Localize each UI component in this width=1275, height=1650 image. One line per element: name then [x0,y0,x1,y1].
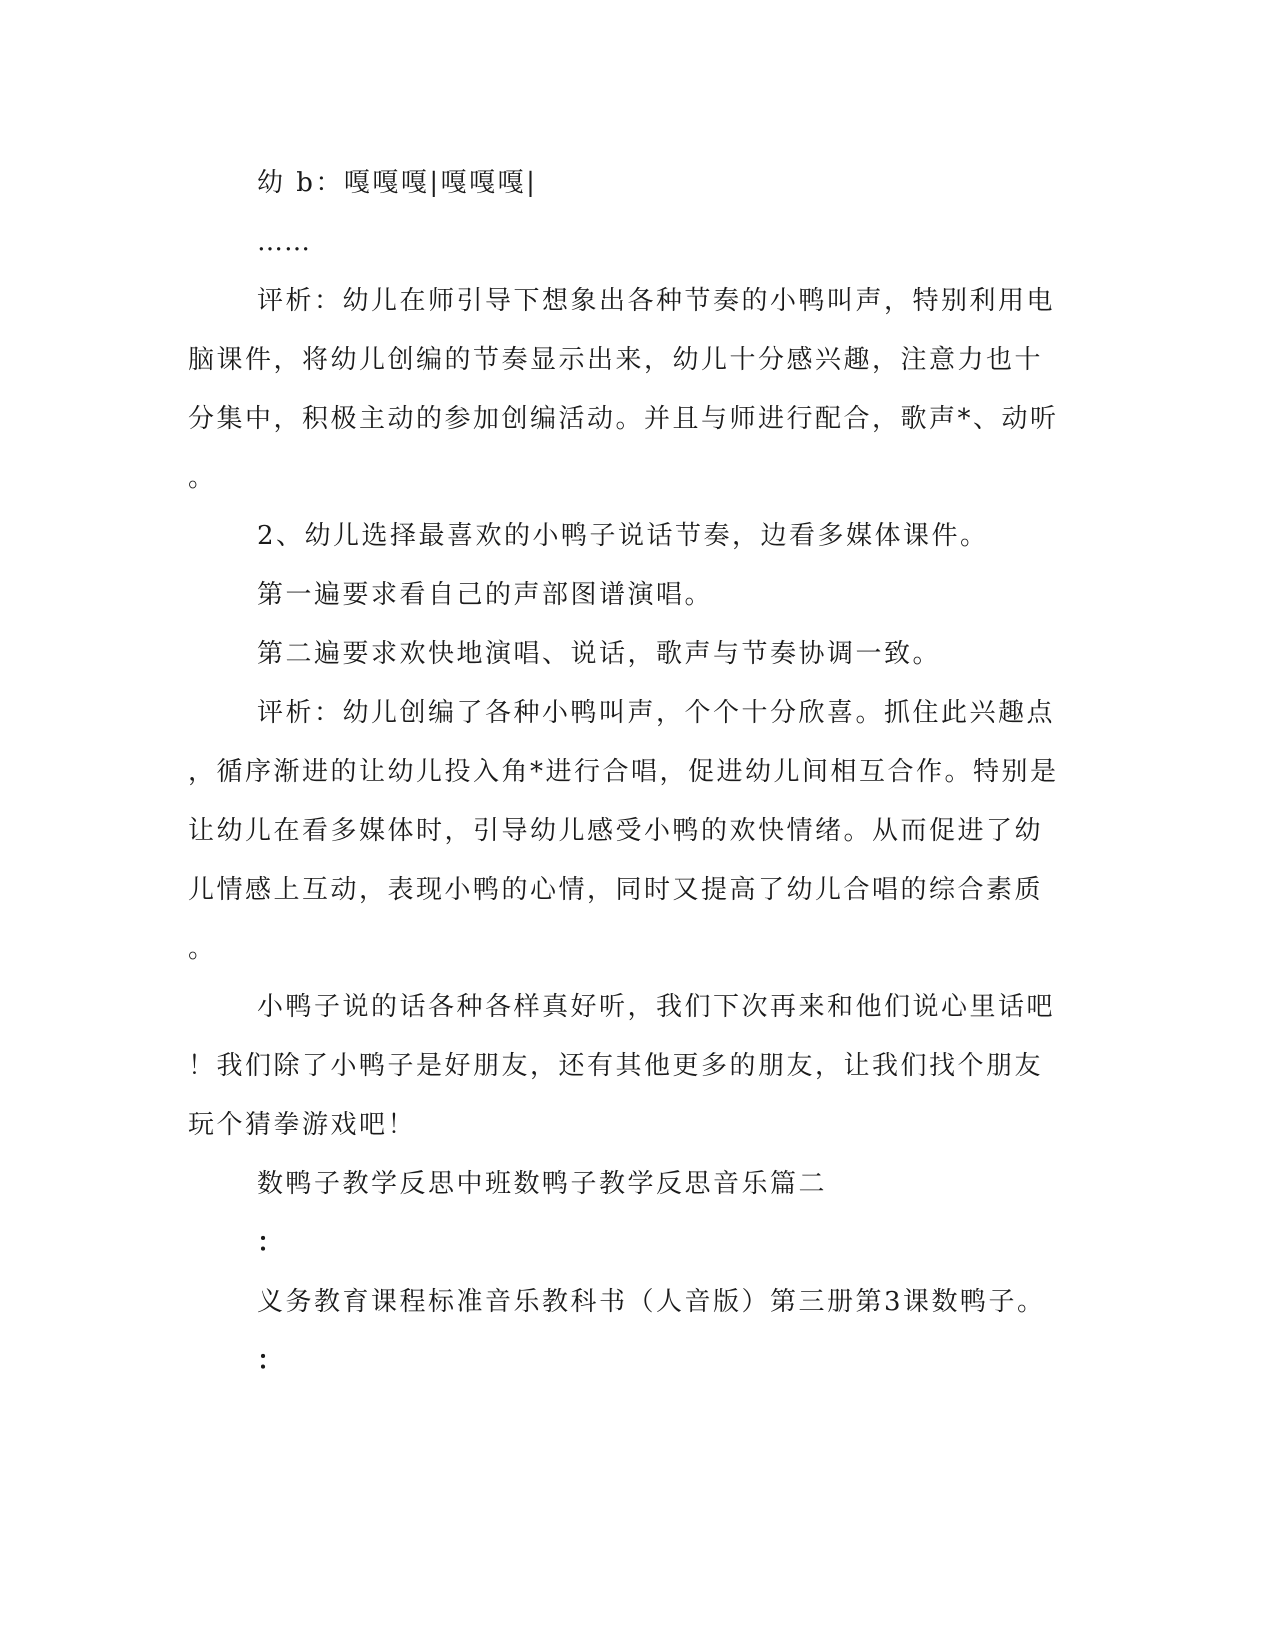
section-heading: 数鸭子教学反思中班数鸭子教学反思音乐篇二 [257,1169,828,1199]
closing-line-2: ！我们除了小鸭子是好朋友，还有其他更多的朋友，让我们找个朋友 [188,1051,1044,1081]
analysis-1-line-1: 评析：幼儿在师引导下想象出各种节奏的小鸭叫声，特别利用电 [257,286,1056,316]
dialogue-line: 幼 b：嘎嘎嘎|嘎嘎嘎| [257,168,538,198]
second-pass-line: 第二遍要求欢快地演唱、说话，歌声与节奏协调一致。 [257,639,942,669]
closing-line-1: 小鸭子说的话各种各样真好听，我们下次再来和他们说心里话吧 [257,992,1056,1022]
analysis-1-line-2: 脑课件，将幼儿创编的节奏显示出来，幼儿十分感兴趣，注意力也十 [188,345,1044,375]
textbook-line: 义务教育课程标准音乐教科书（人音版）第三册第3课数鸭子。 [257,1287,1046,1317]
analysis-2-line-5: 。 [188,934,217,964]
colon-line-2: ： [257,1346,284,1376]
analysis-2-line-1: 评析：幼儿创编了各种小鸭叫声，个个十分欣喜。抓住此兴趣点 [257,698,1056,728]
analysis-2-line-4: 儿情感上互动，表现小鸭的心情，同时又提高了幼儿合唱的综合素质 [188,875,1044,905]
analysis-2-line-2: ，循序渐进的让幼儿投入角*进行合唱，促进幼儿间相互合作。特别是 [188,757,1059,787]
first-pass-line: 第一遍要求看自己的声部图谱演唱。 [257,580,714,610]
analysis-1-line-3: 分集中，积极主动的参加创编活动。并且与师进行配合，歌声*、动听 [188,404,1059,434]
ellipsis-line: …… [257,227,311,257]
closing-line-3: 玩个猜拳游戏吧！ [188,1110,417,1140]
step-2-line: 2、幼儿选择最喜欢的小鸭子说话节奏，边看多媒体课件。 [257,521,989,551]
colon-line-1: ： [257,1228,284,1258]
analysis-1-line-4: 。 [188,463,217,493]
analysis-2-line-3: 让幼儿在看多媒体时，引导幼儿感受小鸭的欢快情绪。从而促进了幼 [188,816,1044,846]
